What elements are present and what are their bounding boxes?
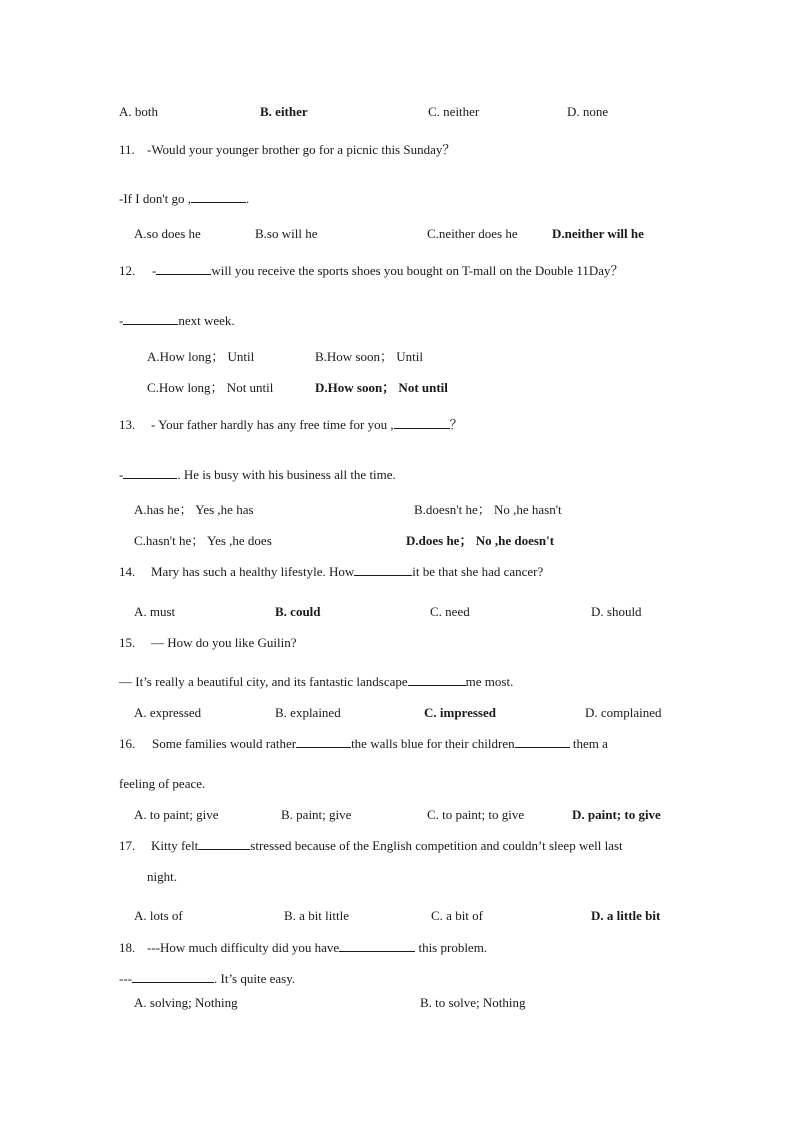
q13-blank bbox=[394, 417, 450, 429]
q17-stem-post: stressed because of the English competition and couldn’t sleep well last bbox=[250, 838, 623, 853]
q13-reply-pre: - bbox=[119, 467, 124, 482]
q17-option-d: D. a little bit bbox=[591, 908, 661, 923]
q16-option-c: C. to paint; to give bbox=[427, 807, 525, 822]
q16-stem-line2: feeling of peace. bbox=[119, 776, 206, 791]
q12-option-a: A.How long； Until bbox=[147, 349, 255, 364]
q17-stem-pre: Kitty felt bbox=[151, 838, 199, 853]
q17-number: 17. bbox=[119, 838, 136, 853]
q13-option-b: B.doesn't he； No ,he hasn't bbox=[414, 502, 562, 517]
q13-reply-post: . He is busy with his business all the time. bbox=[177, 467, 396, 482]
q12-option-c: C.How long； Not until bbox=[147, 380, 274, 395]
q18-option-a: A. solving; Nothing bbox=[134, 995, 238, 1010]
q15-reply bbox=[119, 674, 513, 690]
q11-reply-pre: -If I don't go , bbox=[119, 191, 192, 206]
q12-number: 12. bbox=[119, 263, 136, 278]
q12-stem-pre: - bbox=[152, 263, 157, 278]
q17-option-a: A. lots of bbox=[134, 908, 183, 923]
q16-option-b: B. paint; give bbox=[281, 807, 352, 822]
q12-stem bbox=[152, 263, 624, 279]
q11-option-c: C.neither does he bbox=[427, 226, 518, 241]
q11-option-d: D.neither will he bbox=[552, 226, 644, 241]
q12-option-b: B.How soon； Until bbox=[315, 349, 423, 364]
q18-reply bbox=[119, 971, 295, 987]
q17-option-b: B. a bit little bbox=[284, 908, 349, 923]
q12-reply-pre: - bbox=[119, 313, 124, 328]
q14-option-a: A. must bbox=[134, 604, 176, 619]
q15-option-c: C. impressed bbox=[424, 705, 496, 720]
q15-number: 15. bbox=[119, 635, 136, 650]
q18-stem-pre: ---How much difficulty did you have bbox=[147, 940, 340, 955]
q13-option-a: A.has he； Yes ,he has bbox=[134, 502, 254, 517]
q15-reply-post: me most. bbox=[465, 674, 514, 689]
q16-stem-pre: Some families would rather bbox=[152, 736, 297, 751]
q10-option-c: C. neither bbox=[428, 104, 480, 119]
q14-blank bbox=[354, 564, 412, 576]
q11-option-a: A.so does he bbox=[134, 226, 201, 241]
q11-reply bbox=[119, 191, 249, 207]
q12-reply-post: next week. bbox=[178, 313, 235, 328]
q13-stem-pre: - Your father hardly has any free time for you , bbox=[151, 417, 394, 432]
q14-stem-post: it be that she had cancer? bbox=[412, 564, 544, 579]
q18-number: 18. bbox=[119, 940, 136, 955]
q14-option-b: B. could bbox=[275, 604, 321, 619]
q15-option-a: A. expressed bbox=[134, 705, 202, 720]
q16-blank-1 bbox=[296, 736, 351, 748]
q10-option-a: A. both bbox=[119, 104, 158, 119]
q18-reply-pre: --- bbox=[119, 971, 132, 986]
q17-stem bbox=[151, 838, 623, 854]
q13-reply bbox=[119, 467, 396, 483]
q16-option-d: D. paint; to give bbox=[572, 807, 661, 822]
q13-stem bbox=[151, 417, 463, 433]
q12-reply bbox=[119, 313, 235, 329]
q16-blank-2 bbox=[515, 736, 570, 748]
q16-number: 16. bbox=[119, 736, 136, 751]
q18-reply-blank bbox=[132, 971, 214, 983]
q15-option-b: B. explained bbox=[275, 705, 341, 720]
q14-option-d: D. should bbox=[591, 604, 642, 619]
q15-blank bbox=[408, 674, 466, 686]
q14-stem bbox=[151, 564, 543, 580]
q12-option-d: D.How soon； Not until bbox=[315, 380, 448, 395]
q18-reply-post: . It’s quite easy. bbox=[214, 971, 296, 986]
q17-blank bbox=[198, 838, 250, 850]
q10-option-d: D. none bbox=[567, 104, 609, 119]
q11-stem: -Would your younger brother go for a picnic this Sunday？ bbox=[147, 142, 456, 157]
q18-blank bbox=[339, 940, 415, 952]
q15-reply-pre: — It’s really a beautiful city, and its fantastic landscape bbox=[119, 674, 408, 689]
q16-option-a: A. to paint; give bbox=[134, 807, 219, 822]
q18-stem bbox=[147, 940, 487, 956]
q14-number: 14. bbox=[119, 564, 136, 579]
q15-option-d: D. complained bbox=[585, 705, 662, 720]
q10-option-b: B. either bbox=[260, 104, 308, 119]
q11-number: 11. bbox=[119, 142, 135, 157]
q12-reply-blank bbox=[123, 313, 178, 325]
q14-stem-pre: Mary has such a healthy lifestyle. How bbox=[151, 564, 355, 579]
q13-option-c: C.hasn't he； Yes ,he does bbox=[134, 533, 272, 548]
q16-stem bbox=[152, 736, 608, 752]
q14-option-c: C. need bbox=[430, 604, 470, 619]
q15-stem: — How do you like Guilin? bbox=[151, 635, 297, 650]
q13-reply-blank bbox=[123, 467, 177, 479]
q17-option-c: C. a bit of bbox=[431, 908, 483, 923]
q11-blank bbox=[191, 191, 246, 203]
q12-blank bbox=[156, 263, 211, 275]
q13-stem-post: ？ bbox=[449, 417, 463, 432]
q16-stem-mid: the walls blue for their children bbox=[351, 736, 515, 751]
q13-number: 13. bbox=[119, 417, 136, 432]
q17-stem-line2: night. bbox=[147, 869, 177, 884]
q18-stem-post: this problem. bbox=[415, 940, 488, 955]
q11-reply-post: . bbox=[246, 191, 250, 206]
q11-option-b: B.so will he bbox=[255, 226, 318, 241]
q16-stem-post: them a bbox=[569, 736, 608, 751]
q13-option-d: D.does he； No ,he doesn't bbox=[406, 533, 555, 548]
q12-stem-post: will you receive the sports shoes you bought on T-mall on the Double 11Day？ bbox=[211, 263, 624, 278]
q18-option-b: B. to solve; Nothing bbox=[420, 995, 526, 1010]
